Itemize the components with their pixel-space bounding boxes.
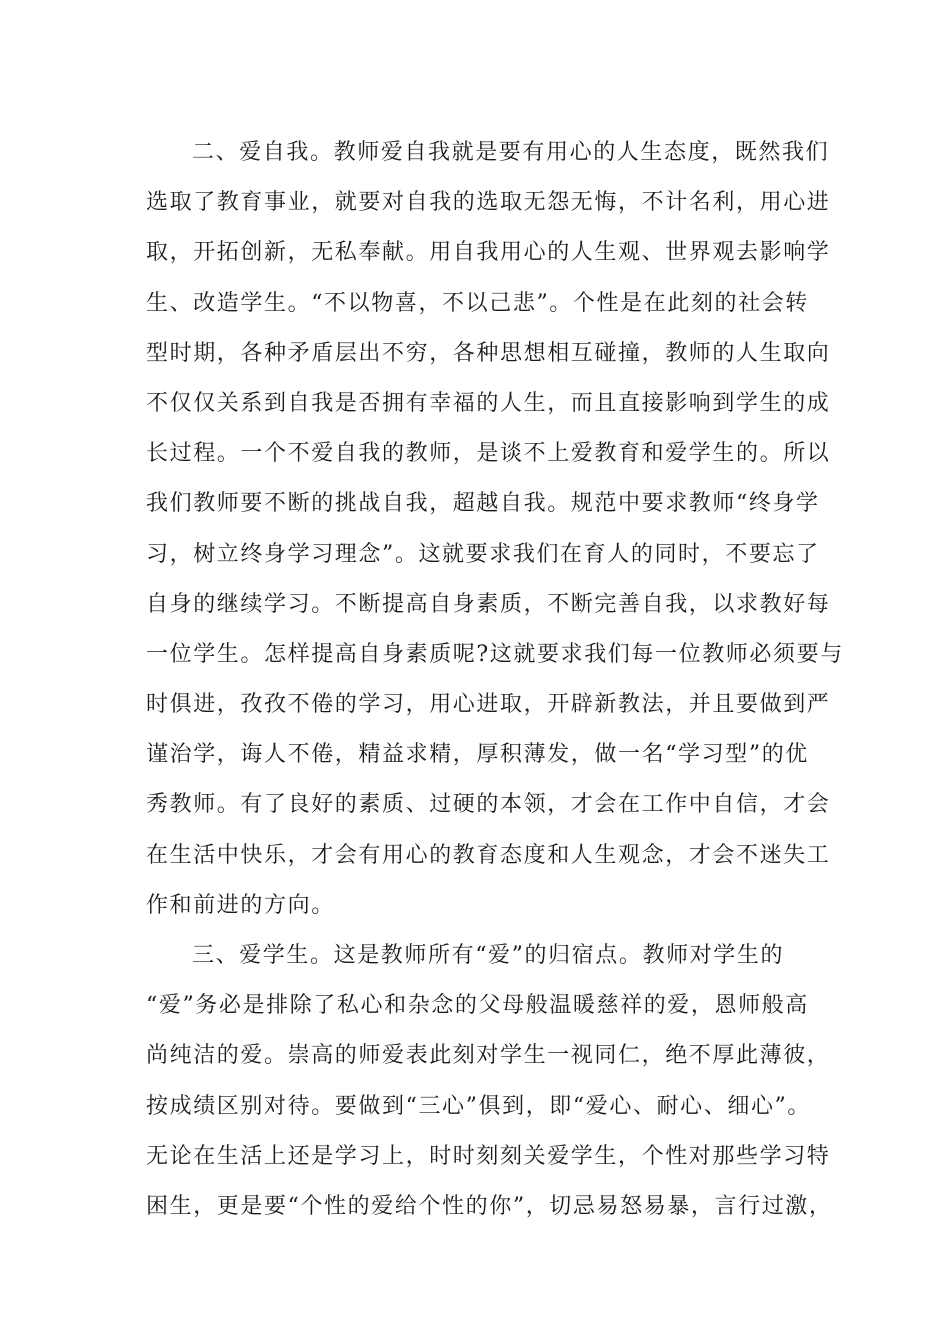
text-line: 在生活中快乐，才会有用心的教育态度和人生观念，才会不迷失工 [146,842,831,868]
text-line: 无论在生活上还是学习上，时时刻刻关爱学生，个性对那些学习特 [146,1143,831,1169]
text-line: 选取了教育事业，就要对自我的选取无怨无悔，不计名利，用心进 [146,190,831,216]
text-line: 困生，更是要“个性的爱给个性的你”，切忌易怒易暴，言行过激， [146,1193,833,1219]
text-line: 尚纯洁的爱。崇高的师爱表此刻对学生一视同仁，绝不厚此薄彼， [146,1043,831,1069]
text-line: 长过程。一个不爱自我的教师，是谈不上爱教育和爱学生的。所以 [146,441,831,467]
text-line: 自身的继续学习。不断提高自身素质，不断完善自我，以求教好每 [146,591,831,617]
text-line: 二、爱自我。教师爱自我就是要有用心的人生态度，既然我们 [192,140,830,165]
text-line: 一位学生。怎样提高自身素质呢?这就要求我们每一位教师必须要与 [146,641,844,667]
text-line: 作和前进的方向。 [146,892,335,918]
text-line: 习，树立终身学习理念”。这就要求我们在育人的同时，不要忘了 [146,541,820,567]
text-line: 谨治学，诲人不倦，精益求精，厚积薄发，做一名“学习型”的优 [146,742,809,768]
text-line: 生、改造学生。“不以物喜，不以己悲”。个性是在此刻的社会转 [146,290,809,316]
text-line: 按成绩区别对待。要做到“三心”俱到，即“爱心、耐心、细心”。 [146,1093,811,1119]
document-body [146,128,844,1232]
text-line: 我们教师要不断的挑战自我，超越自我。规范中要求教师“终身学 [146,491,820,517]
text-line: 三、爱学生。这是教师所有“爱”的归宿点。教师对学生的 [192,943,785,968]
text-line: 型时期，各种矛盾层出不穷，各种思想相互碰撞，教师的人生取向 [146,340,831,366]
text-line: 时俱进，孜孜不倦的学习，用心进取，开辟新教法，并且要做到严 [146,692,831,718]
text-line: 取，开拓创新，无私奉献。用自我用心的人生观、世界观去影响学 [146,240,831,266]
text-line: 不仅仅关系到自我是否拥有幸福的人生，而且直接影响到学生的成 [146,390,831,416]
text-line: “爱”务必是排除了私心和杂念的父母般温暖慈祥的爱，恩师般高 [146,993,809,1019]
text-line: 秀教师。有了良好的素质、过硬的本领，才会在工作中自信，才会 [146,792,831,818]
